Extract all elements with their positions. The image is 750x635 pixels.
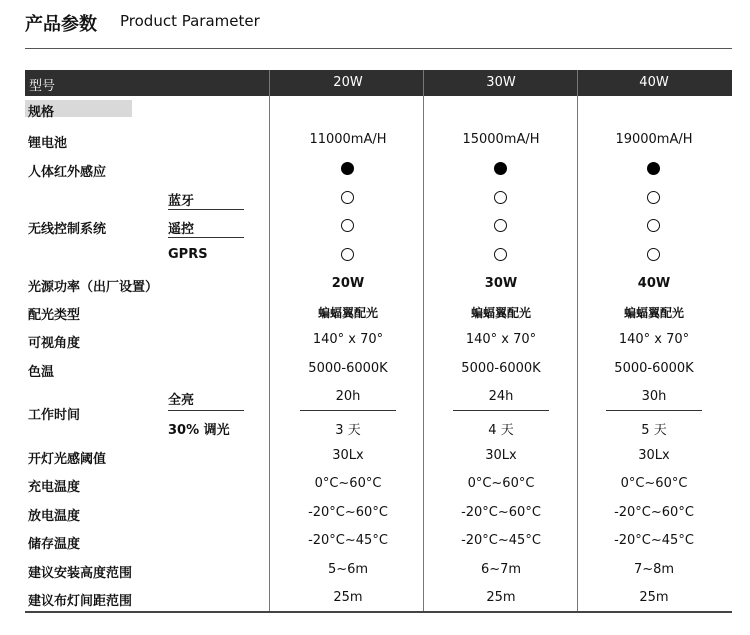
page-title-cn: 产品参数: [25, 14, 97, 35]
title-divider: [25, 48, 732, 49]
included-dot-icon: [647, 162, 660, 175]
table-header-bar: [25, 70, 732, 96]
cell-color-temp-20w: 5000-6000K: [308, 361, 388, 376]
cell-charge-temp-40w: 0°C~60°C: [620, 476, 688, 491]
spec-label: 规格: [28, 105, 55, 120]
cell-light-type-40w: 蝙蝠翼配光: [623, 306, 684, 320]
model-40w-header: 40W: [639, 75, 669, 90]
row-label-work-time: 工作时间: [28, 408, 81, 423]
column-divider: [423, 70, 424, 613]
cell-angle-40w: 140° x 70°: [618, 332, 690, 347]
cell-color-temp-40w: 5000-6000K: [614, 361, 694, 376]
cell-angle-20w: 140° x 70°: [312, 332, 384, 347]
cell-color-temp-30w: 5000-6000K: [461, 361, 541, 376]
sub-label-full-brightness: 全亮: [168, 393, 195, 408]
cell-power-20w: 20W: [331, 276, 365, 291]
optional-circle-icon: [494, 219, 507, 232]
row-label-pir: 人体红外感应: [28, 165, 107, 180]
hours-divider: [300, 410, 396, 411]
model-20w-header: 20W: [333, 75, 363, 90]
cell-discharge-temp-30w: -20°C~60°C: [461, 505, 541, 520]
hours-divider: [453, 410, 549, 411]
row-label-storage-temp: 储存温度: [28, 537, 81, 552]
column-divider: [269, 70, 270, 613]
cell-discharge-temp-40w: -20°C~60°C: [614, 505, 694, 520]
cell-power-30w: 30W: [484, 276, 518, 291]
cell-charge-temp-30w: 0°C~60°C: [467, 476, 535, 491]
included-dot-icon: [494, 162, 507, 175]
optional-circle-icon: [647, 191, 660, 204]
optional-circle-icon: [341, 248, 354, 261]
cell-full-hours-40w: 30h: [641, 389, 667, 404]
model-30w-header: 30W: [486, 75, 516, 90]
sub-label-bluetooth: 蓝牙: [168, 194, 195, 209]
row-label-angle: 可视角度: [28, 336, 81, 351]
row-label-discharge-temp: 放电温度: [28, 509, 81, 524]
sub-divider: [168, 209, 244, 210]
cell-storage-temp-40w: -20°C~45°C: [614, 533, 694, 548]
cell-battery-30w: 15000mA/H: [462, 132, 540, 147]
cell-threshold-30w: 30Lx: [485, 448, 517, 463]
cell-angle-30w: 140° x 70°: [465, 332, 537, 347]
table-bottom-rule: [25, 611, 732, 613]
optional-circle-icon: [647, 219, 660, 232]
cell-light-type-30w: 蝙蝠翼配光: [470, 306, 531, 320]
hours-divider: [606, 410, 702, 411]
cell-spacing-20w: 25m: [333, 590, 363, 605]
optional-circle-icon: [494, 248, 507, 261]
cell-discharge-temp-20w: -20°C~60°C: [308, 505, 388, 520]
cell-spacing-30w: 25m: [486, 590, 516, 605]
sub-label-gprs: GPRS: [168, 247, 208, 262]
page-title-en: Product Parameter: [120, 12, 260, 30]
included-dot-icon: [341, 162, 354, 175]
optional-circle-icon: [341, 191, 354, 204]
cell-dim-days-20w: 3 天: [335, 423, 361, 438]
cell-battery-40w: 19000mA/H: [615, 132, 693, 147]
cell-full-hours-30w: 24h: [488, 389, 514, 404]
cell-storage-temp-20w: -20°C~45°C: [308, 533, 388, 548]
row-label-charge-temp: 充电温度: [28, 480, 81, 495]
cell-dim-days-40w: 5 天: [641, 423, 667, 438]
cell-storage-temp-30w: -20°C~45°C: [461, 533, 541, 548]
row-label-wireless: 无线控制系统: [28, 222, 107, 237]
model-header-label: 型号: [29, 79, 56, 94]
cell-install-height-20w: 5~6m: [327, 562, 369, 577]
row-label-light-type: 配光类型: [28, 308, 81, 323]
optional-circle-icon: [341, 219, 354, 232]
cell-charge-temp-20w: 0°C~60°C: [314, 476, 382, 491]
sub-divider: [168, 410, 244, 411]
cell-install-height-40w: 7~8m: [633, 562, 675, 577]
row-label-battery: 锂电池: [28, 136, 68, 151]
cell-light-type-20w: 蝙蝠翼配光: [317, 306, 378, 320]
cell-threshold-40w: 30Lx: [638, 448, 670, 463]
optional-circle-icon: [647, 248, 660, 261]
row-label-color-temp: 色温: [28, 365, 55, 380]
column-divider: [577, 70, 578, 613]
parameter-table: [25, 70, 732, 613]
cell-power-40w: 40W: [637, 276, 671, 291]
cell-spacing-40w: 25m: [639, 590, 669, 605]
row-label-spacing: 建议布灯间距范围: [28, 594, 133, 609]
optional-circle-icon: [494, 191, 507, 204]
sub-label-remote: 遥控: [168, 222, 195, 237]
row-label-install-height: 建议安装高度范围: [28, 566, 133, 581]
cell-battery-20w: 11000mA/H: [309, 132, 387, 147]
sub-label-dimmed: 30% 调光: [168, 423, 230, 438]
cell-threshold-20w: 30Lx: [332, 448, 364, 463]
cell-full-hours-20w: 20h: [335, 389, 361, 404]
cell-dim-days-30w: 4 天: [488, 423, 514, 438]
row-label-threshold: 开灯光感阈值: [28, 452, 107, 467]
sub-divider: [168, 237, 244, 238]
cell-install-height-30w: 6~7m: [480, 562, 522, 577]
row-label-power: 光源功率（出厂设置）: [28, 280, 159, 295]
